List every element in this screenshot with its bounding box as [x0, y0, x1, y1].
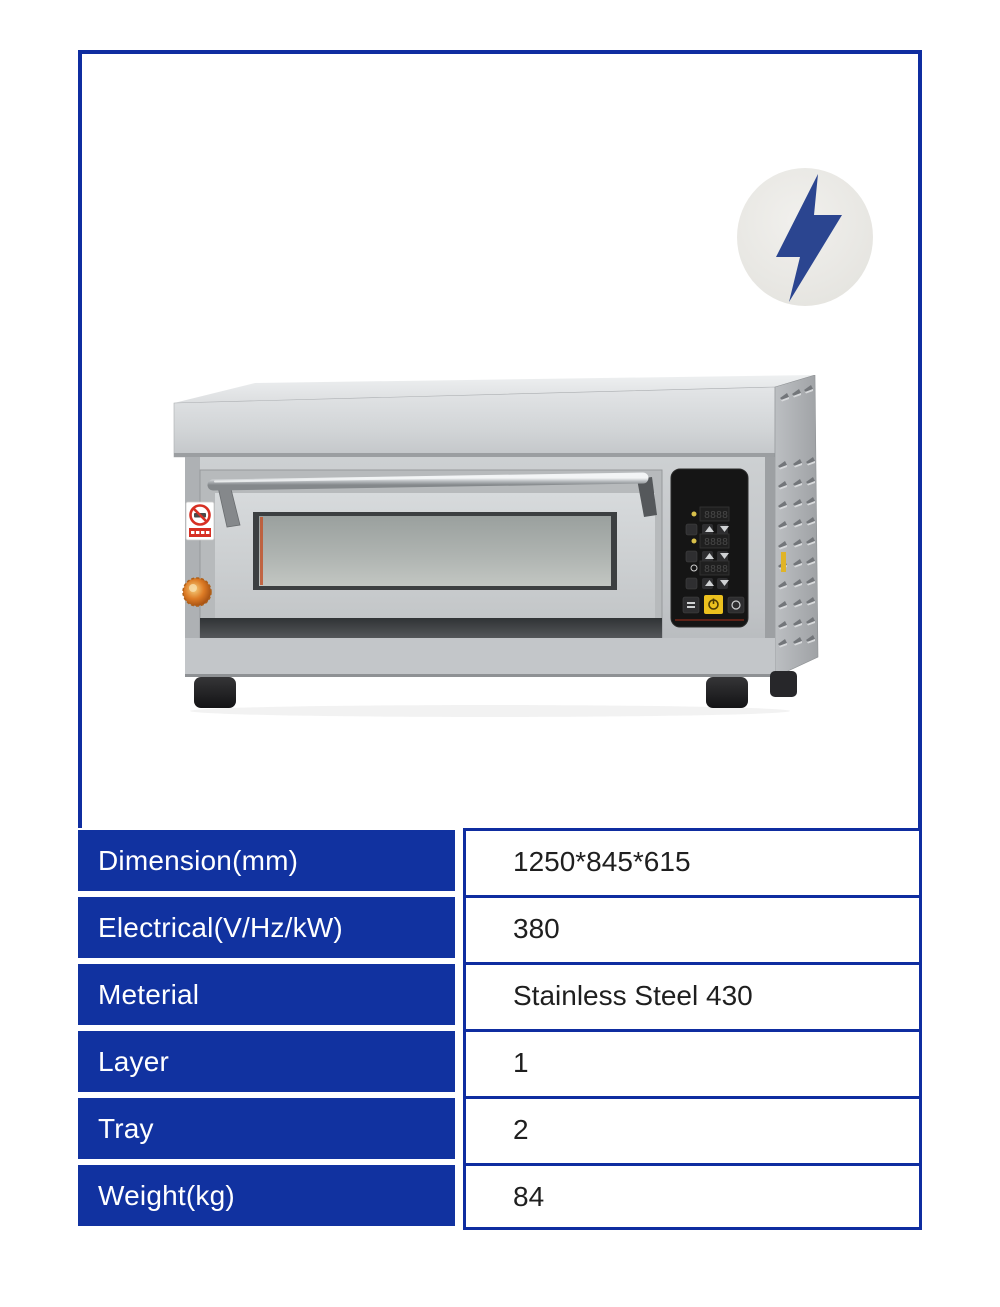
- spec-value-material: Stainless Steel 430: [463, 962, 922, 1029]
- oven-shadow: [190, 705, 790, 717]
- spec-value-layer: 1: [463, 1029, 922, 1096]
- cap-bottom-edge: [174, 453, 775, 457]
- spec-label-weight: Weight(kg): [78, 1165, 455, 1226]
- function-button: [728, 597, 744, 613]
- display-digits-1: 8888: [704, 510, 729, 521]
- spec-label-column: [78, 830, 455, 1232]
- power-button: [704, 595, 723, 614]
- oven-foot-left: [194, 677, 236, 708]
- lightning-bolt-shape: [776, 174, 842, 302]
- side-warning-strip: [781, 552, 786, 572]
- oven-foot-back-right: [770, 671, 797, 697]
- set-button-2: [686, 551, 697, 562]
- spec-label-electrical: Electrical(V/Hz/kW): [78, 897, 455, 958]
- lower-heat-indicator-icon: [692, 539, 697, 544]
- spec-value-dimension: 1250*845*615: [463, 828, 922, 895]
- door-window-glass: [259, 516, 611, 586]
- indicator-lamp: [183, 578, 211, 606]
- heating-element-glow: [260, 517, 263, 585]
- set-button-3: [686, 578, 697, 589]
- display-digits-2: 8888: [704, 537, 729, 548]
- spec-label-material: Meterial: [78, 964, 455, 1025]
- upper-heat-indicator-icon: [692, 512, 697, 517]
- spec-value-electrical: 380: [463, 895, 922, 962]
- door-bottom-slot: [200, 618, 662, 638]
- electric-power-badge: [737, 168, 873, 306]
- oven-product-image: [160, 375, 830, 720]
- door-handle-bar: [213, 478, 643, 485]
- spec-label-tray: Tray: [78, 1098, 455, 1159]
- lower-fascia: [185, 638, 775, 677]
- set-button-1: [686, 524, 697, 535]
- spec-value-column: [463, 828, 922, 1230]
- spec-value-tray: 2: [463, 1096, 922, 1163]
- spec-table: [78, 828, 922, 1230]
- oven-foot-right: [706, 677, 748, 708]
- spec-label-layer: Layer: [78, 1031, 455, 1092]
- spec-label-dimension: Dimension(mm): [78, 830, 455, 891]
- hot-surface-warning-sticker: [186, 502, 214, 540]
- lightning-bolt-icon: [737, 168, 873, 306]
- light-button: [683, 597, 699, 613]
- body-bottom-edge: [185, 674, 775, 677]
- display-digits-3: 8888: [704, 564, 729, 575]
- spec-value-weight: 84: [463, 1163, 922, 1230]
